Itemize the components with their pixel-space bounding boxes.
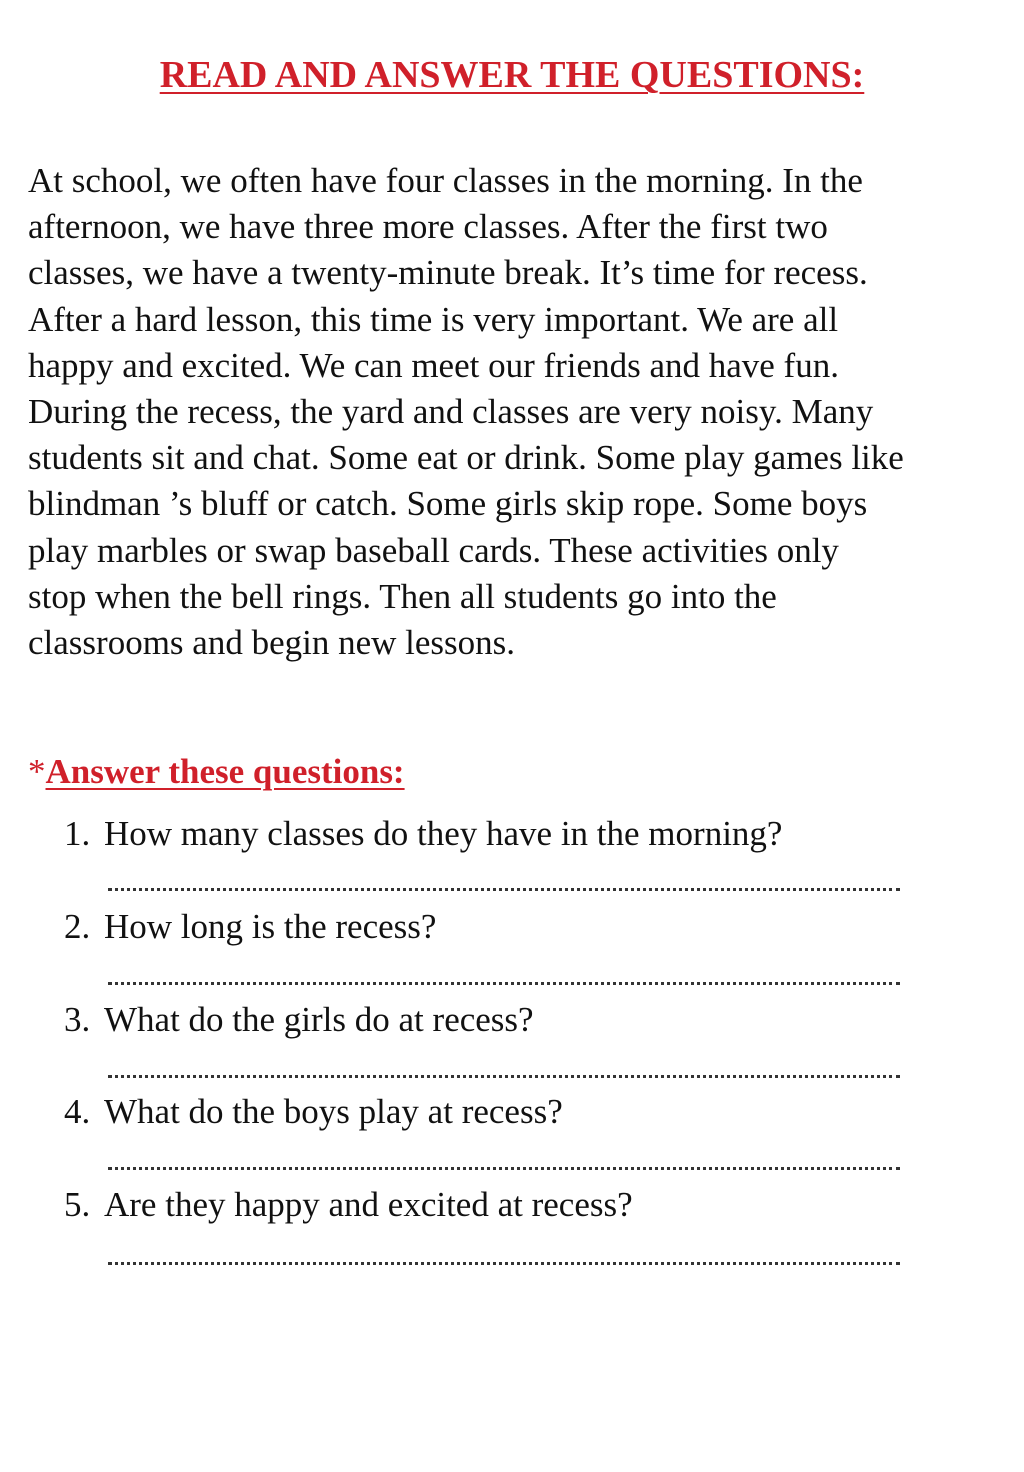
questions-heading — [28, 750, 405, 794]
question-4 — [64, 1090, 563, 1134]
question-text: What do the girls do at recess? — [104, 1000, 534, 1039]
reading-passage — [28, 158, 1008, 666]
answer-line-3[interactable] — [108, 1075, 900, 1078]
passage-line: students sit and chat. Some eat or drink. Some play games like — [28, 438, 904, 478]
passage-line: At school, we often have four classes in the morning. In the — [28, 161, 863, 200]
question-2 — [64, 905, 436, 949]
question-number: 4. — [64, 1092, 91, 1131]
questions-heading-label: Answer these questions: — [45, 752, 405, 791]
question-text: What do the boys play at recess? — [104, 1092, 563, 1131]
answer-line-1[interactable] — [108, 888, 900, 891]
passage-line: classrooms and begin new lessons. — [28, 623, 516, 663]
question-number: 2. — [64, 907, 91, 946]
question-3 — [64, 998, 534, 1042]
passage-line: stop when the bell rings. Then all students go into the — [28, 576, 777, 616]
question-text: How many classes do they have in the morning? — [104, 814, 783, 853]
passage-line: play marbles or swap baseball cards. These activities only — [28, 530, 839, 570]
passage-line: blindman ’s bluff or catch. Some girls skip rope. Some boys — [28, 484, 868, 524]
passage-line: classes, we have a twenty-minute break. It’s time for recess. — [28, 253, 868, 293]
answer-line-5[interactable] — [108, 1262, 900, 1265]
passage-line: After a hard lesson, this time is very important. We are all — [28, 299, 839, 339]
passage-line: During the recess, the yard and classes are very noisy. Many — [28, 392, 874, 432]
worksheet-title: READ AND ANSWER THE QUESTIONS: — [159, 54, 865, 96]
question-text: Are they happy and excited at recess? — [104, 1185, 633, 1224]
question-1 — [64, 812, 782, 856]
answer-line-2[interactable] — [108, 982, 900, 985]
question-number: 3. — [64, 1000, 91, 1039]
asterisk-marker: * — [28, 752, 46, 791]
passage-line: afternoon, we have three more classes. After the first two — [28, 207, 828, 247]
question-number: 1. — [64, 814, 91, 853]
passage-line: happy and excited. We can meet our friends and have fun. — [28, 345, 839, 385]
question-number: 5. — [64, 1185, 91, 1224]
question-5 — [64, 1183, 633, 1227]
answer-line-4[interactable] — [108, 1167, 900, 1170]
question-text: How long is the recess? — [104, 907, 437, 946]
